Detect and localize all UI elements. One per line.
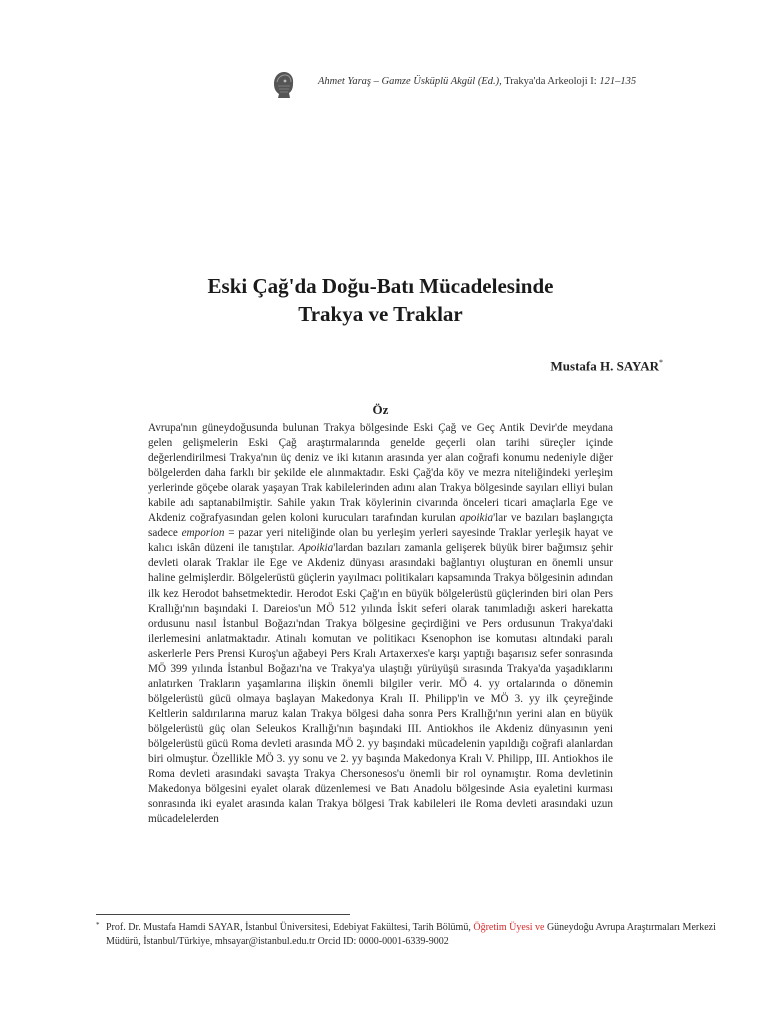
- abstract-s2: 'lar ve bazıları başlangıçta sadece: [148, 512, 613, 540]
- abstract-s4: 'lardan bazıları zamanla gelişerek büyük birer bağımsız şehir devleti olarak Traklar ile Ege ve Akdeniz dünyası arasındaki bağlantıyı oluşturan en önemli unsur haline gelmişlerdir. Bölgelerüstü güçlerin yayılmacı politikaları kapsamında Trakya bölgesinin adından ilk kez Herodot bahsetmektedir. Herodot Eski Çağ'ın en büyük bölgelerüstü güçlerinden biri olan Pers Krallığı'nın başındaki I. Dareios'un MÖ 512 yılında İskit seferi olarak tanımladığı askeri harekatta ordusunu nasıl İstanbul Boğazı'ndan Trakya bölgesine geçirdiğini ve Pers ordusunun Trakya'daki ilerlemesini anlatmaktadır. Atinalı komutan ve politikacı Ksenophon ise komutası altındaki paralı askerlerle Pers Prensi Kuroş'un ağabeyi Pers Kralı Artaxerxes'e karşı yaptığı başarısız sefer sonrasında MÖ 399 yılında İstanbul Boğazı'na ve Trakya'ya ulaştığı yürüyüşü sırasında Trakya'da yaşadıklarını anlatırken Trakların yaşamlarına ilişkin önemli bilgiler verir. MÖ 4. yy ortalarında o dönemin bölgelerüstü gücü olmaya başlayan Makedonya Kralı II. Philipp'in ve MÖ 3. yy ilk çeyreğinde Keltlerin saldırılarına maruz kalan Trakya bölgesi daha sonra Pers Krallığı'nın yerini alan en büyük bölgelerüstü güç olan Seleukos Krallığı'nın başındaki III. Antiokhos ile Akdeniz dünyasının yeni bölgelerüstü gücü Roma devleti arasında MÖ 2. yy başındaki mücadelenin yapıldığı coğrafi alanlardan biri olmuştur. Özellikle MÖ 3. yy sonu ve 2. yy başında Makedonya Kralı V. Philipp, III. Antiokhos ile Roma devleti arasındaki savaşta Trakya Chersonesos'u önemli bir rol oynamıştır. Roma devletinin Makedonya bölgesini eyalet olarak düzenlemesi ve Batı Anadolu bölgesinde Asia eyaletini kurması sonrasında iki eyalet arasında kalan Trakya bölgesi Trak kabileleri ile Roma devleti arasındaki uzun mücadelelerden: [148, 542, 613, 826]
- author-text: Mustafa H. SAYAR: [550, 358, 659, 374]
- footnote-text: [96, 921, 736, 948]
- footnote-part-1: Prof. Dr. Mustafa Hamdi SAYAR, İstanbul Üniversitesi, Edebiyat Fakültesi, Tarih Bölümü,: [106, 922, 474, 933]
- header-journal: Trakya'da Arkeoloji I:: [504, 76, 597, 87]
- term-emporion: emporion: [181, 527, 225, 540]
- header-editors: Ahmet Yaraş – Gamze Üsküplü Akgül (Ed.),: [318, 76, 502, 87]
- abstract-s3: = pazar yeri niteliğinde olan bu yerleşim yerleri sayesinde Traklar yerleşik hayat ve kalıcı iskân düzeni ile tanıştılar.: [148, 527, 614, 555]
- header-pages: 121–135: [599, 76, 637, 87]
- term-apoikia: apoikia: [459, 512, 494, 525]
- footnote-mark: *: [96, 921, 100, 929]
- author-footnote-mark: *: [659, 358, 663, 367]
- title-line-1: Eski Çağ'da Doğu-Batı Mücadelesinde: [207, 274, 554, 298]
- abstract-paragraph: [148, 421, 613, 827]
- abstract-s1: Avrupa'nın güneydoğusunda bulunan Trakya bölgesinde Eski Çağ ve Geç Antik Devir'de meydana gelen gelişmelerin Eski Çağ araştırmalarında genelde geçerli olan tarihi süreçler içinde değerlendirilmesi Trakya'nın üç deniz ve iki kıtanın arasında yer alan coğrafi konumu nedeniyle diğer bölgelerden daha farklı bir şekilde ele alınmaktadır. Eski Çağ'da köy ve mezra niteliğindeki yerleşim yerlerinde göçebe olarak yaşayan Trak kabilelerinden adını alan Trakya bölgesinde sayıları elliyi bulan kabile adı saptanabilmiştir. Sahile yakın Trak köylerinin civarında önceleri ticari amaçlarla Ege ve Akdeniz coğrafyasından gelen koloni kurucuları tarafından kurulan: [148, 422, 613, 525]
- abstract-body: [148, 421, 613, 827]
- abstract-heading: Öz: [372, 402, 389, 417]
- author-name: [551, 358, 663, 374]
- footnote-part-2: Güneydoğu Avrupa Araştırmaları Merkezi Müdürü, İstanbul/Türkiye, mhsayar@istanbul.edu.tr Orcid ID: 0000-0001-6339-9002: [106, 922, 716, 947]
- article-title: [148, 272, 613, 328]
- footnote-highlight: Öğretim Üyesi ve: [473, 922, 545, 933]
- footnote: [96, 921, 736, 948]
- footnote-divider: [96, 914, 350, 915]
- term-apoikia-cap: Apoikia: [298, 542, 334, 555]
- running-header: [318, 76, 678, 87]
- title-line-2: Trakya ve Traklar: [298, 302, 463, 326]
- journal-logo-icon: [270, 70, 296, 100]
